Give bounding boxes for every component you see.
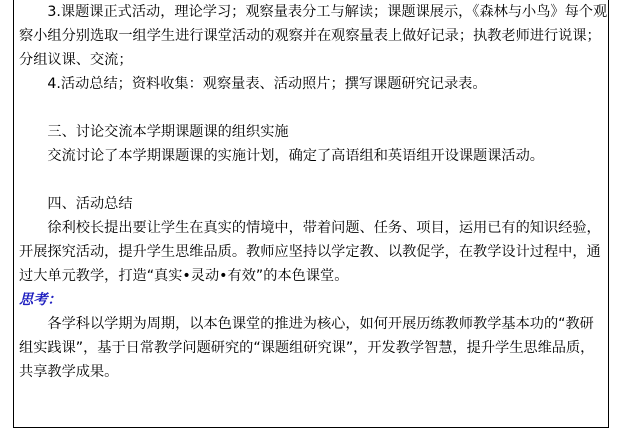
document-body (19, 0, 608, 384)
think-paragraph: 各学科以学期为周期，以本色课堂的推进为核心，如何开展历练教师教学基本功的“教研组实践课”，基于日常教学问题研究的“课题组研究课”，开发教学智慧，提升学生思维品质，共享教学成果。 (19, 316, 595, 380)
think-label: 思考： (19, 292, 62, 308)
item-4: 4.活动总结；资料收集：观察量表、活动照片；撰写课题研究记录表。 (47, 76, 487, 92)
discussion-paragraph: 交流讨论了本学期课题课的实施计划，确定了高语组和英语组开设课题课活动。 (47, 148, 544, 164)
summary-paragraph: 徐利校长提出要让学生在真实的情境中，带着问题、任务、项目，运用已有的知识经验，开展探究活动，提升学生思维品质。教师应坚持以学定教、以教促学，在教学设计过程中，通过大单元教学，打造“真实•灵动•有效”的本色课堂。 (19, 220, 601, 284)
heading-summary: 四、活动总结 (47, 196, 133, 212)
item-3: 3.课题课正式活动，理论学习；观察量表分工与解读；课题课展示，《森林与小鸟》每个观察小组分别选取一组学生进行课堂活动的观察并在观察量表上做好记录；执教老师进行说课；分组议课、交流； (19, 4, 608, 68)
spacer (19, 168, 608, 192)
heading-discussion: 三、讨论交流本学期课题课的组织实施 (47, 124, 289, 140)
spacer (19, 96, 608, 120)
